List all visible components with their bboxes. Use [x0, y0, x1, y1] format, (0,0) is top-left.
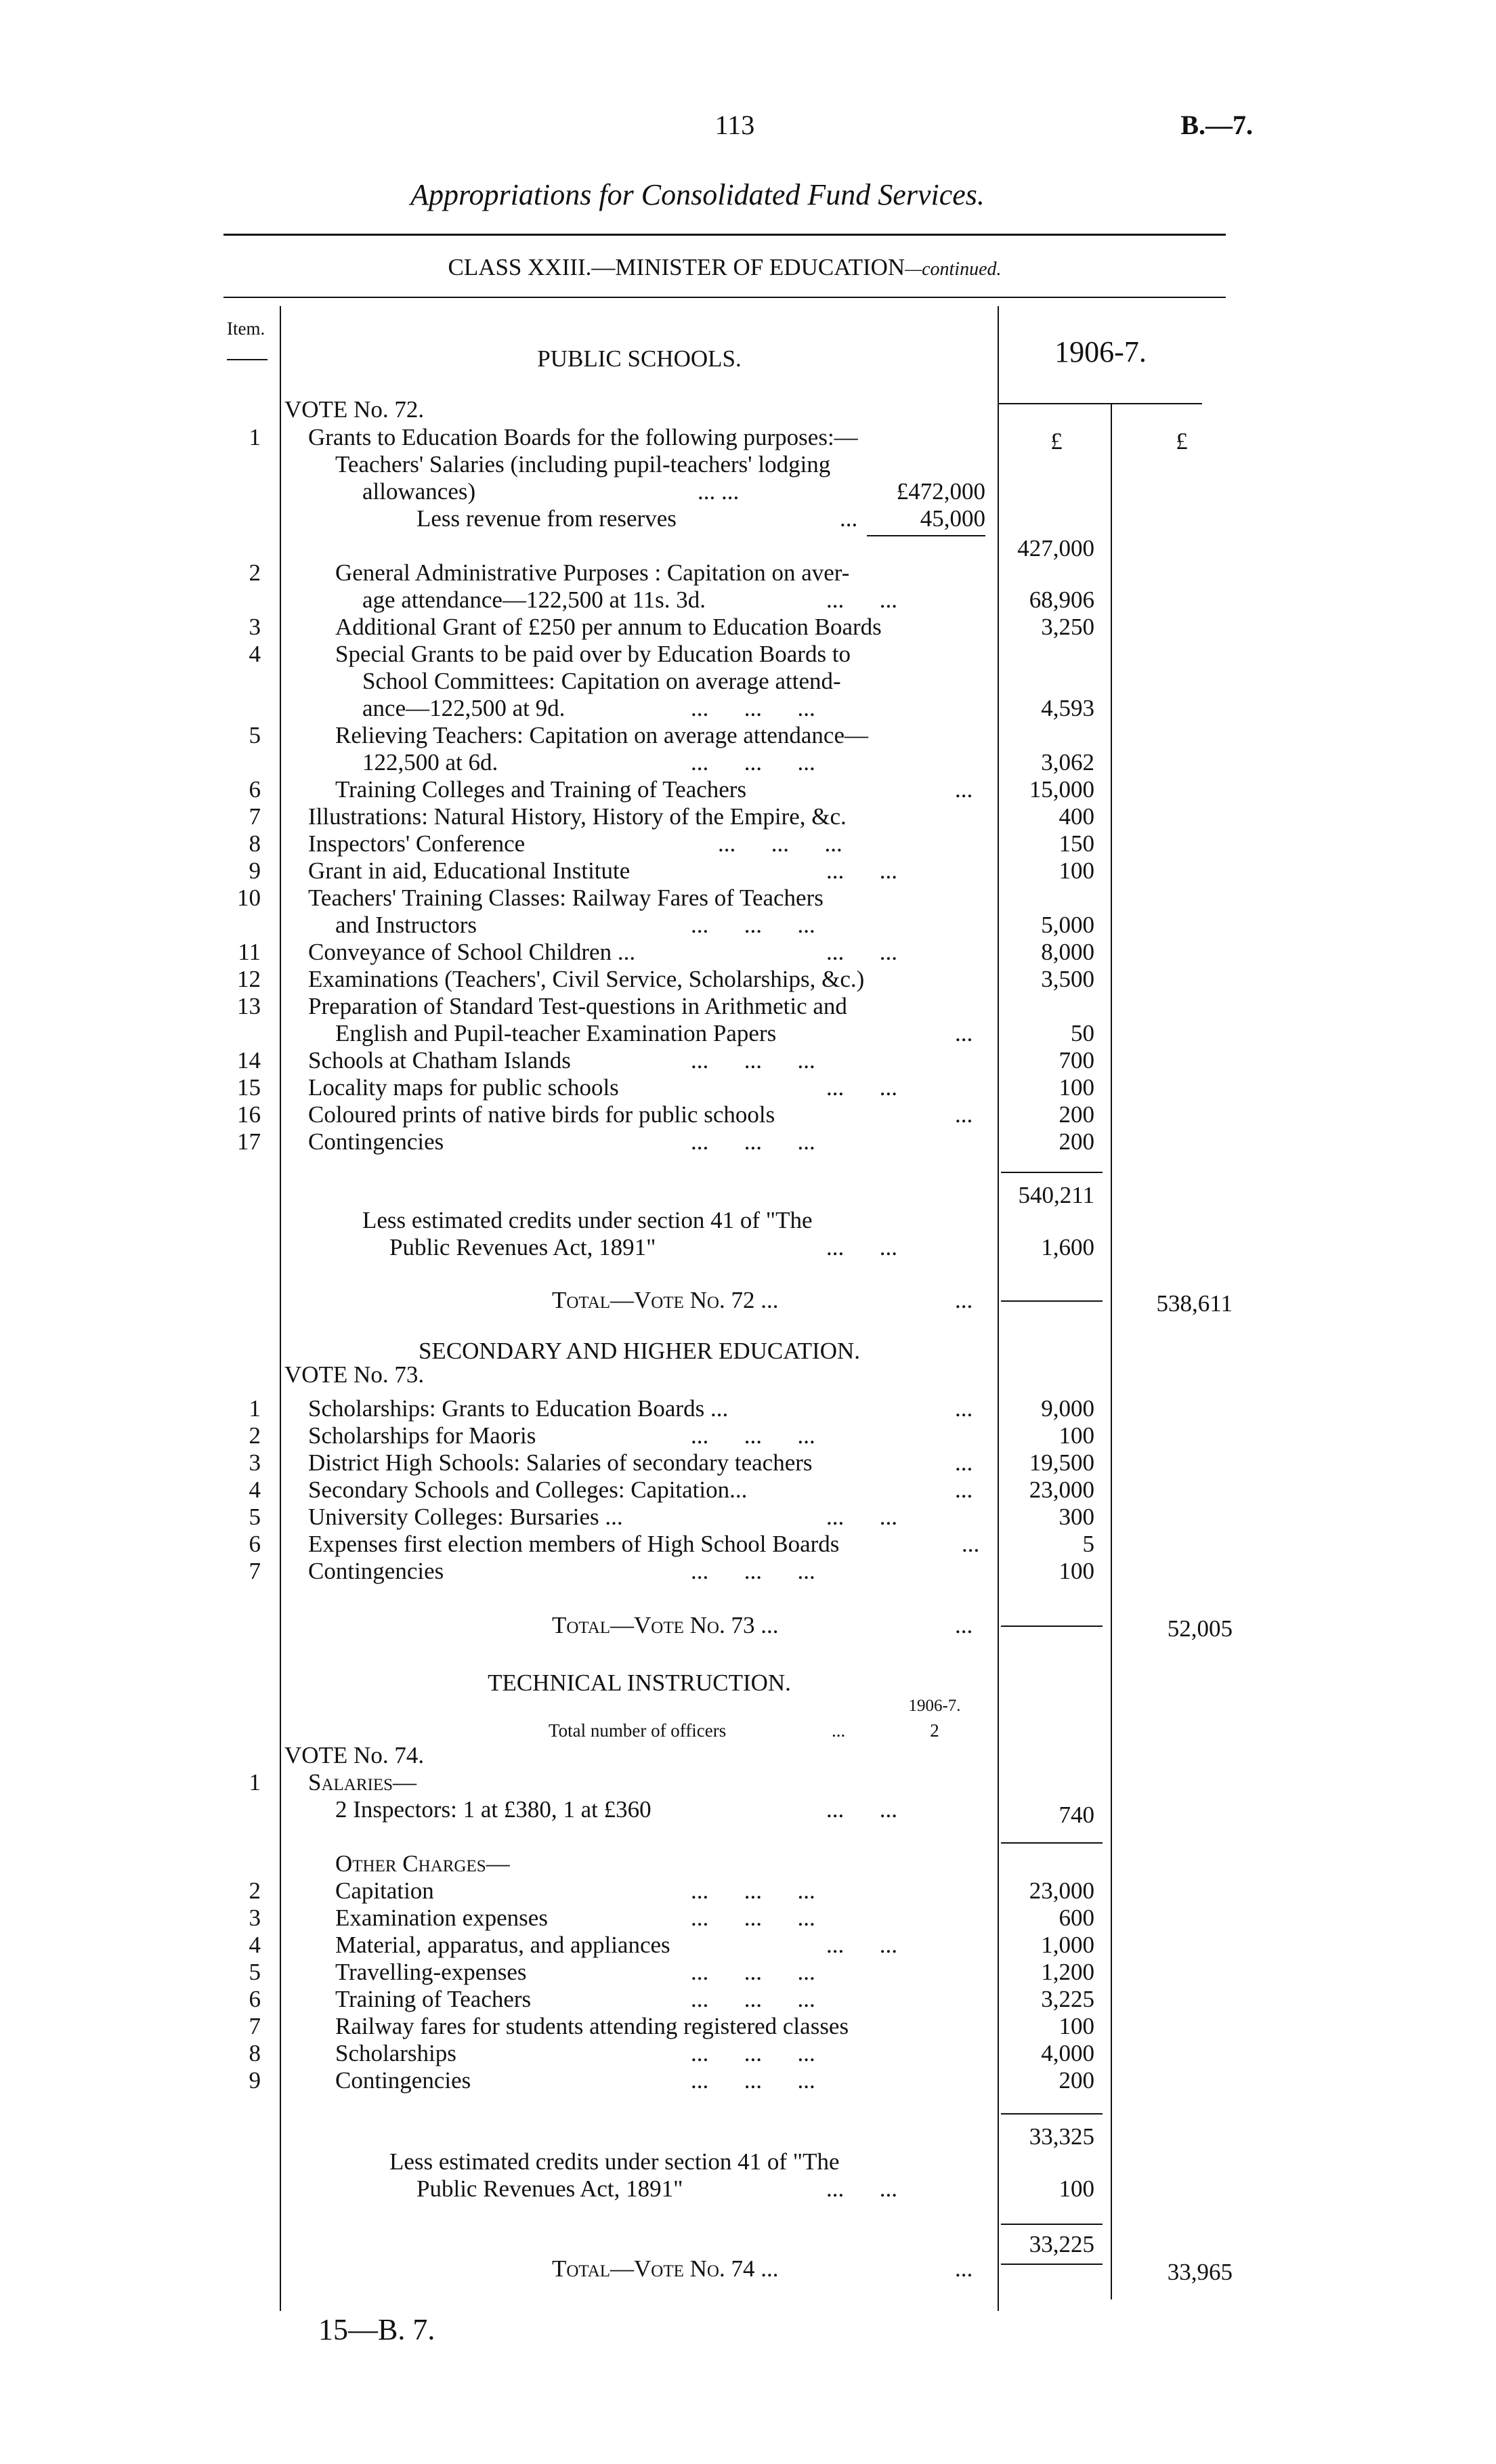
leader-dots: ... ... ... — [691, 2067, 815, 2094]
item-description: Additional Grant of £250 per annum to Education Boards — [335, 614, 882, 640]
item-number: 3 — [249, 1449, 261, 1476]
printer-signature: 15—B. 7. — [318, 2313, 435, 2346]
vote-72-total: 538,611 — [1156, 1290, 1233, 1317]
item-description: Locality maps for public schools — [308, 1074, 619, 1101]
officers-count: 2 — [930, 1720, 939, 1741]
leader-dots: ... ... ... — [691, 912, 815, 938]
leader-dots: ... ... — [826, 1504, 897, 1530]
item-amount: 150 — [1059, 830, 1094, 857]
leader-dots: ... ... ... — [691, 1905, 815, 1931]
item-amount: 1,200 — [1041, 1959, 1094, 1985]
leader-dots: ... — [955, 1477, 973, 1503]
item-description: Contingencies — [335, 2067, 471, 2094]
item-description: Training of Teachers — [335, 1986, 532, 2012]
item-amount: 19,500 — [1029, 1449, 1094, 1476]
item-description: Scholarships: Grants to Education Boards ... — [308, 1395, 729, 1422]
item-number: 2 — [249, 1422, 261, 1449]
total-rule — [1001, 1300, 1103, 1302]
item-number: 7 — [249, 1558, 261, 1584]
item-description: Illustrations: Natural History, History of the Empire, &c. — [308, 803, 847, 830]
leader-dots: ... ... — [826, 939, 897, 965]
vote-74-total-label: Total—Vote No. 74 ... — [552, 2255, 779, 2282]
year-header-rule — [999, 403, 1202, 404]
leader-dots: ... ... — [698, 478, 740, 505]
item-number: 1 — [249, 424, 261, 450]
leader-dots: ... — [962, 1531, 980, 1557]
header-rule — [223, 234, 1226, 236]
amount-column-divider — [998, 306, 999, 2311]
leader-dots: ... ... ... — [691, 695, 815, 721]
item-number: 3 — [249, 614, 261, 640]
item-amount: 23,000 — [1029, 1877, 1094, 1904]
item-description: Scholarships for Maoris — [308, 1422, 536, 1449]
item-amount: 200 — [1059, 1128, 1094, 1155]
vote-73-label: VOTE No. 73. — [284, 1361, 425, 1388]
item-description: Inspectors' Conference — [308, 830, 526, 857]
item-amount: 4,593 — [1041, 695, 1094, 721]
leader-dots: ... — [955, 1287, 973, 1313]
item-number: 15 — [237, 1074, 261, 1101]
item-description-line: age attendance—122,500 at 11s. 3d. — [362, 587, 706, 613]
item-description: Grant in aid, Educational Institute — [308, 857, 631, 884]
item-amount: 200 — [1059, 2067, 1094, 2094]
salaries-heading: Salaries— — [308, 1769, 417, 1796]
leader-dots: ... ... ... — [691, 1047, 815, 1074]
net-rule — [1001, 2224, 1103, 2225]
item-description: Examinations (Teachers', Civil Service, Scholarships, &c.) — [308, 966, 865, 992]
credits-description: Less estimated credits under section 41 of "The — [362, 1207, 813, 1233]
vote-72-label: VOTE No. 72. — [284, 396, 425, 423]
subtotal-rule — [1001, 1172, 1103, 1173]
item-amount: 3,225 — [1041, 1986, 1094, 2012]
item-number: 10 — [237, 885, 261, 911]
item-number: 12 — [237, 966, 261, 992]
credits-description-line: Public Revenues Act, 1891" — [416, 2175, 683, 2202]
leader-dots: ... ... — [826, 857, 897, 884]
item-amount: 15,000 — [1029, 776, 1094, 803]
item-number: 4 — [249, 641, 261, 667]
leader-dots: ... — [955, 1612, 973, 1638]
item-amount: 600 — [1059, 1905, 1094, 1931]
item-description: Teachers' Training Classes: Railway Fares of Teachers — [308, 885, 824, 911]
item-description-line: and Instructors — [335, 912, 477, 938]
item-description: Coloured prints of native birds for public schools — [308, 1101, 775, 1128]
item-description: Contingencies — [308, 1558, 444, 1584]
officers-year: 1906-7. — [908, 1697, 961, 1715]
leader-dots: ... — [832, 1720, 846, 1741]
vote-74-subtotal: 33,325 — [1029, 2123, 1094, 2150]
leader-dots: ... ... ... — [691, 749, 815, 776]
item-number: 7 — [249, 803, 261, 830]
item-description: Preparation of Standard Test-questions in Arithmetic and — [308, 993, 847, 1019]
item-number: 8 — [249, 830, 261, 857]
item-description: Travelling-expenses — [335, 1959, 527, 1985]
item-description: Expenses first election members of High School Boards — [308, 1531, 840, 1557]
item-description-line: Teachers' Salaries (including pupil-teachers' lodging — [335, 451, 831, 477]
credits-description: Less estimated credits under section 41 of "The — [389, 2148, 840, 2175]
item-description: Contingencies — [308, 1128, 444, 1155]
item-number: 6 — [249, 1531, 261, 1557]
item-number: 9 — [249, 857, 261, 884]
vote-73-total: 52,005 — [1167, 1615, 1233, 1642]
item-number: 5 — [249, 722, 261, 748]
item-amount: 3,250 — [1041, 614, 1094, 640]
leader-dots: ... ... ... — [718, 830, 842, 857]
item-number: 8 — [249, 2040, 261, 2066]
item-description: Examination expenses — [335, 1905, 548, 1931]
item-number: 6 — [249, 1986, 261, 2012]
total-rule — [1001, 2264, 1103, 2265]
leader-dots: ... — [840, 505, 858, 532]
item-number: 5 — [249, 1959, 261, 1985]
leader-dots: ... ... — [826, 1932, 897, 1958]
item-number: 9 — [249, 2067, 261, 2094]
item-description: Special Grants to be paid over by Education Boards to — [335, 641, 851, 667]
leader-dots: ... — [955, 2255, 973, 2282]
leader-dots: ... ... ... — [691, 1422, 815, 1449]
leader-dots: ... ... — [826, 1234, 897, 1260]
pound-sign-amounts: £ — [1050, 428, 1063, 454]
item-amount: 427,000 — [1017, 535, 1094, 561]
item-amount: 8,000 — [1041, 939, 1094, 965]
page-number: 113 — [714, 110, 755, 140]
item-description-line: 122,500 at 6d. — [362, 749, 498, 776]
item-description: Material, apparatus, and appliances — [335, 1932, 670, 1958]
item-amount: 400 — [1059, 803, 1094, 830]
other-charges-heading: Other Charges— — [335, 1850, 510, 1877]
leader-dots: ... ... — [826, 587, 897, 613]
salaries-amount: 740 — [1059, 1802, 1094, 1828]
leader-dots: ... — [955, 1395, 973, 1422]
item-amount: 300 — [1059, 1504, 1094, 1530]
item-amount: 23,000 — [1029, 1477, 1094, 1503]
section-heading-technical: TECHNICAL INSTRUCTION. — [488, 1670, 791, 1696]
item-column-divider — [280, 306, 281, 2311]
item-description: Capitation — [335, 1877, 434, 1904]
leader-dots: ... — [955, 1020, 973, 1046]
item-number: 11 — [238, 939, 261, 965]
item-number: 16 — [237, 1101, 261, 1128]
leader-dots: ... ... — [826, 1796, 897, 1823]
item-amount: 5 — [1082, 1531, 1094, 1557]
vote-72-total-label: Total—Vote No. 72 ... — [552, 1287, 779, 1313]
item-amount: 4,000 — [1041, 2040, 1094, 2066]
total-rule — [1001, 1626, 1103, 1627]
item-amount: 50 — [1071, 1020, 1094, 1046]
pound-sign-totals: £ — [1176, 428, 1188, 454]
item-description-line: Less revenue from reserves — [416, 505, 677, 532]
item-description-line: English and Pupil-teacher Examination Papers — [335, 1020, 777, 1046]
item-number: 13 — [237, 993, 261, 1019]
leader-dots: ... ... ... — [691, 2040, 815, 2066]
item-description-line: School Committees: Capitation on average attend- — [362, 668, 841, 694]
item-number: 3 — [249, 1905, 261, 1931]
class-rule — [223, 297, 1226, 298]
year-column-header: 1906-7. — [1054, 335, 1147, 368]
item-number: 2 — [249, 559, 261, 586]
leader-dots: ... — [955, 776, 973, 803]
vote-74-net: 33,225 — [1029, 2231, 1094, 2257]
item-description: Scholarships — [335, 2040, 456, 2066]
subtraction-rule — [867, 535, 985, 536]
credits-amount: 100 — [1059, 2175, 1094, 2202]
leader-dots: ... ... — [826, 2175, 897, 2202]
item-description-line: ance—122,500 at 9d. — [362, 695, 565, 721]
item-number: 17 — [237, 1128, 261, 1155]
section-heading-public-schools: PUBLIC SCHOOLS. — [537, 345, 742, 372]
leader-dots: ... — [955, 1449, 973, 1476]
item-description: Schools at Chatham Islands — [308, 1047, 571, 1074]
item-description: District High Schools: Salaries of secondary teachers — [308, 1449, 813, 1476]
item-number: 1 — [249, 1395, 261, 1422]
item-description: 2 Inspectors: 1 at £380, 1 at £360 — [335, 1796, 651, 1823]
item-description: Railway fares for students attending registered classes — [335, 2013, 849, 2039]
item-number: 1 — [249, 1769, 261, 1796]
leader-dots: ... — [955, 1101, 973, 1128]
leader-dots: ... ... — [826, 1074, 897, 1101]
item-description-line: allowances) — [362, 478, 476, 505]
gross-salaries-amount: £472,000 — [896, 478, 985, 505]
document-reference: B.—7. — [1180, 110, 1253, 140]
officers-label: Total number of officers — [549, 1720, 727, 1741]
item-number: 2 — [249, 1877, 261, 1904]
leader-dots: ... ... ... — [691, 1877, 815, 1904]
item-amount: 3,062 — [1041, 749, 1094, 776]
item-column-header: Item. — [227, 318, 265, 339]
item-amount: 68,906 — [1029, 587, 1094, 613]
item-description: Conveyance of School Children ... — [308, 939, 636, 965]
item-amount: 700 — [1059, 1047, 1094, 1074]
item-amount: 100 — [1059, 1422, 1094, 1449]
item-header-rule — [227, 359, 268, 360]
item-description: University Colleges: Bursaries ... — [308, 1504, 623, 1530]
item-amount: 100 — [1059, 1558, 1094, 1584]
item-amount: 100 — [1059, 1074, 1094, 1101]
item-number: 4 — [249, 1932, 261, 1958]
item-amount: 100 — [1059, 2013, 1094, 2039]
vote-73-total-label: Total—Vote No. 73 ... — [552, 1612, 779, 1638]
item-description: Grants to Education Boards for the following purposes:— — [308, 424, 858, 450]
section-heading-secondary: SECONDARY AND HIGHER EDUCATION. — [418, 1338, 861, 1364]
item-amount: 3,500 — [1041, 966, 1094, 992]
vote-74-total: 33,965 — [1167, 2259, 1233, 2285]
leader-dots: ... ... ... — [691, 1986, 815, 2012]
item-description: General Administrative Purposes : Capitation on aver- — [335, 559, 850, 586]
vote-72-subtotal: 540,211 — [1018, 1182, 1094, 1208]
item-amount: 5,000 — [1041, 912, 1094, 938]
item-amount: 200 — [1059, 1101, 1094, 1128]
item-number: 14 — [237, 1047, 261, 1074]
credits-description-line: Public Revenues Act, 1891" — [389, 1234, 656, 1260]
vote-74-label: VOTE No. 74. — [284, 1742, 425, 1768]
item-description: Training Colleges and Training of Teachers — [335, 776, 747, 803]
leader-dots: ... ... ... — [691, 1959, 815, 1985]
item-number: 6 — [249, 776, 261, 803]
item-description: Secondary Schools and Colleges: Capitation... — [308, 1477, 748, 1503]
reserves-revenue-amount: 45,000 — [920, 505, 985, 532]
salaries-rule — [1001, 1842, 1103, 1844]
class-heading-continued: —continued. — [905, 259, 1002, 280]
item-amount: 100 — [1059, 857, 1094, 884]
credits-amount: 1,600 — [1041, 1234, 1094, 1260]
item-amount: 9,000 — [1041, 1395, 1094, 1422]
total-column-divider — [1111, 403, 1112, 2299]
item-number: 4 — [249, 1477, 261, 1503]
subtotal-rule — [1001, 2113, 1103, 2115]
item-description: Relieving Teachers: Capitation on average attendance— — [335, 722, 869, 748]
leader-dots: ... ... ... — [691, 1128, 815, 1155]
item-number: 7 — [249, 2013, 261, 2039]
leader-dots: ... ... ... — [691, 1558, 815, 1584]
page-title: Appropriations for Consolidated Fund Services. — [410, 178, 985, 211]
class-heading — [223, 254, 1226, 283]
item-number: 5 — [249, 1504, 261, 1530]
class-heading-main: CLASS XXIII.—MINISTER OF EDUCATION — [448, 254, 905, 280]
item-amount: 1,000 — [1041, 1932, 1094, 1958]
